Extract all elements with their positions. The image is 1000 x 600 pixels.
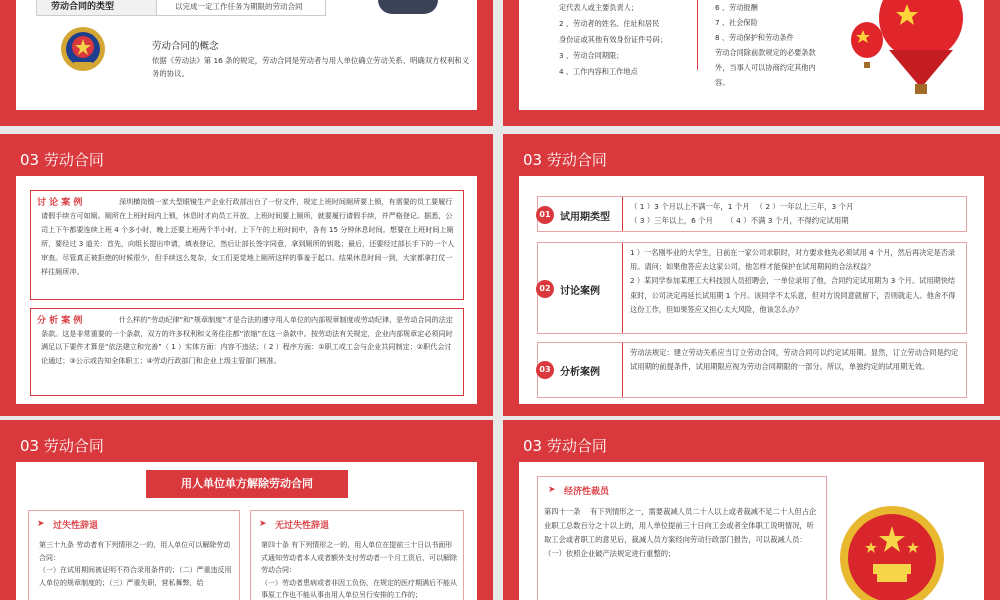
fault-dismissal-box	[28, 510, 240, 600]
term-line: 3 、劳动合同期限；	[559, 51, 624, 60]
slide-title: 03 劳动合同	[523, 151, 607, 169]
national-emblem-icon	[837, 498, 947, 600]
item-divider	[622, 343, 623, 397]
table-value: 以完成一定工作任务为期限的劳动合同	[175, 2, 303, 11]
term-line: 容。	[715, 78, 730, 87]
item-divider	[622, 197, 623, 231]
analysis-box	[30, 308, 464, 396]
slide-unilateral-termination	[0, 420, 493, 600]
item-text: 劳动法规定：建立劳动关系应当订立劳动合同，劳动合同可以约定试用期。显然，订立劳动合同是约定试用期的前提条件，试用期限应视为劳动合同期限的一部分。所以，单独约定的试用期无效。	[630, 348, 959, 371]
slide-concept	[0, 0, 493, 126]
item-divider	[622, 243, 623, 333]
police-emblem-icon	[60, 26, 106, 72]
no-fault-dismissal-text: 第四十条 有下列情形之一的，用人单位在提前三十日以书面形式通知劳动者本人或者额外支付劳动者一个月工资后，可以解除劳动合同： （一）劳动者患病或者非因工负伤，在规定的医疗期满后不能从事原工作也不能从事由用人单位另行安排的工作的；	[261, 541, 457, 599]
concept-title: 劳动合同的概念	[152, 41, 219, 52]
chevron-right-icon: ➤	[548, 485, 556, 495]
slide-economic-layoff	[503, 420, 1000, 600]
discussion-text: 深圳横岗镇一家大型眼镜生产企业行政部出台了一份文件，规定上班时间厕所要上锁，有需要的员工要履行请假手续方可如厕。厕所在上班时间内上锁，休息时才向员工开放，上班时间要上厕所，就要履行请假手续，并严格登记。据悉，公司上下午都要连续上班 4 个多小时，晚上还要上班两个半小时，上下午的上班时间中，各有 15 分钟休息时间。想要在上班时间上厕所，要经过 3 道关：首先，向组长提出申请，填表登记，然后让部长签字同意，拿到厕所的钥匙；最后，还要经过部长手下的一个人审查。尽管真正被拒绝的时候很少，但手续这么复杂，女工们更觉地上厕所这样的事羞于起口。结果休息时间一到，大家都拿打仗一样往厕所冲。	[41, 197, 455, 276]
analysis-text: 什么样的“劳动纪律”和“规章制度”才是合法的遵守用人单位的内部规章制度或劳动纪律，是劳动合同的法定条款。这是非常重要的一个条款，双方的许多权利和义务往往都“浓缩”在这一条款中。按劳动法有关规定，企业内部规章定必须同时满足以下要件才算是“依法建立和完善”（ 1 ）实体方面：内容不违法；（ 2 ）程序方面：①职工或工会与企业共同制定；②职代会讨论通过；③公示或告知全体职工；④劳动行政部门和企业上级主管部门核准。	[41, 315, 453, 365]
analysis-tag: 分 析 案 例	[37, 316, 83, 326]
terms-divider	[697, 0, 698, 70]
term-line: 7 、社会保险	[715, 18, 758, 27]
economic-layoff-box	[537, 476, 827, 600]
item-number: 01	[536, 206, 554, 224]
slide-probation	[503, 134, 1000, 416]
chevron-right-icon: ➤	[259, 519, 267, 529]
flag-balloon-icon	[849, 0, 969, 100]
terms-right-list	[715, 0, 845, 90]
chevron-right-icon: ➤	[37, 519, 45, 529]
term-line: 4 、工作内容和工作地点	[559, 67, 638, 76]
term-line: 外，当事人可以协商约定其他内	[715, 63, 816, 72]
item-discussion-case	[537, 242, 967, 334]
item-text: 1 ）一名刚毕业的大学生，日前在一家公司求职时，对方要求他先必须试用 4 个月，然后再决定是否录用。请问：如果他答应去这家公司，他怎样才能保护在试用期间的合法权益？ 2 ）某同学参加某理工大科技园人员招聘会，一单位录用了他，合同约定试用期为 3 个月。试用期快结束时，公司决定再延长试用期 1 个月。该同学不太乐意，但对方说同意就留下，否则就走人。他舍不得这份工作，但如果签应又担心太大风险，他该怎么办？	[630, 248, 956, 314]
terms-panel	[519, 0, 984, 110]
slide-case-discussion	[0, 134, 493, 416]
economic-layoff-text: 第四十一条 有下列情形之一，需要裁减人员二十人以上或者裁减不足二十人但占企业职工总数百分之十以上的，用人单位提前三十日向工会或者全体职工说明情况，听取工会或者职工的意见后，裁减人员方案经向劳动行政部门报告，可以裁减人员： （一）依照企业破产法规定进行重整的；	[544, 507, 817, 558]
term-line: 6 、劳动报酬	[715, 3, 758, 12]
case-panel	[16, 176, 477, 404]
termination-panel	[16, 462, 477, 600]
item-label: 试用期类型	[560, 212, 610, 223]
contract-type-table	[36, 0, 326, 16]
slide-title: 03 劳动合同	[20, 437, 104, 455]
slide-title: 03 劳动合同	[523, 437, 607, 455]
termination-banner: 用人单位单方解除劳动合同	[146, 470, 348, 498]
slide-title: 03 劳动合同	[20, 151, 104, 169]
concept-text: 依据《劳动法》第 16 条的规定，劳动合同是劳动者与用人单位确立劳动关系、明确双方权利和义务的协议。	[152, 56, 470, 78]
economic-layoff-tag: 经济性裁员	[564, 487, 610, 497]
item-label: 讨论案例	[560, 286, 600, 297]
item-label: 分析案例	[560, 367, 600, 378]
item-probation-type	[537, 196, 967, 232]
item-number: 02	[536, 280, 554, 298]
table-label: 劳动合同的类型	[37, 0, 157, 15]
no-fault-dismissal-tag: 无过失性辞退	[275, 521, 330, 531]
term-line: 定代表人或主要负责人；	[559, 3, 639, 12]
term-line: 劳动合同除前款规定的必要条款	[715, 48, 816, 57]
terms-left-list	[559, 0, 699, 80]
concept-panel	[16, 0, 477, 110]
term-line: 身份证或其他有效身份证件号码；	[559, 35, 667, 44]
item-analysis-case	[537, 342, 967, 398]
slide-contract-terms	[503, 0, 1000, 126]
layoff-panel	[519, 462, 984, 600]
fault-dismissal-text: 第三十九条 劳动者有下列情形之一的，用人单位可以解除劳动合同： （一）在试用期间被证明不符合录用条件的；（二）严重违反用人单位的规章制度的；（三）严重失职，营私舞弊，给	[39, 541, 232, 587]
suit-image	[378, 0, 438, 14]
item-number: 03	[536, 361, 554, 379]
term-line: 8 、劳动保护和劳动条件	[715, 33, 794, 42]
probation-panel	[519, 176, 984, 404]
term-line: 2 、劳动者的姓名、住址和居民	[559, 19, 660, 28]
item-text: （ 1 ）3 个月以上不满一年，1 个月 （ 2 ）一年以上三年，3 个月 （ 3 ）三年以上，6 个月 （ 4 ）不满 3 个月，不得约定试用期	[630, 202, 854, 225]
fault-dismissal-tag: 过失性辞退	[53, 521, 99, 531]
no-fault-dismissal-box	[250, 510, 464, 600]
discussion-tag: 讨 论 案 例	[37, 198, 83, 208]
discussion-box	[30, 190, 464, 300]
